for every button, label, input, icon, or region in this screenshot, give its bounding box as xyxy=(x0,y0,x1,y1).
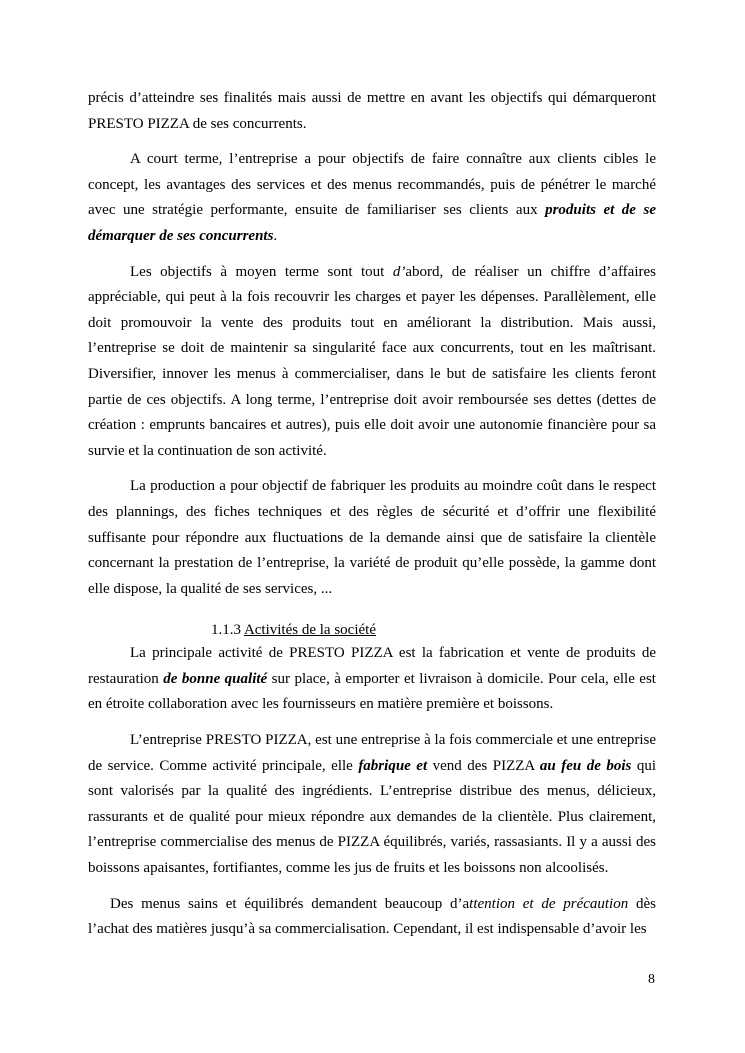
italic-text: ttention et de précaution xyxy=(469,895,629,912)
emphasis-text: de bonne qualité xyxy=(163,670,268,687)
section-title: Activités de la société xyxy=(243,622,376,639)
paragraph-main-activity: La principale activité de PRESTO PIZZA est la fabrication et vente de produits de restauration de bonne qualité sur place, à emporter et livraison à domicile. Pour cela, elle est en étroite collaboration avec les fournisseurs en matière première et boissons. xyxy=(88,645,656,713)
emphasis-text: produits et de se démarquer de ses concurrents xyxy=(88,202,656,244)
emphasis-text: fabrique et xyxy=(358,757,428,774)
document-page xyxy=(88,86,656,943)
paragraph-continuation: précis d’atteindre ses finalités mais aussi de mettre en avant les objectifs qui démarqueront PRESTO PIZZA de ses concurrents. xyxy=(88,90,656,132)
section-number: 1.1.3 xyxy=(211,622,241,639)
section-heading xyxy=(211,619,656,641)
paragraph-company-description: L’entreprise PRESTO PIZZA, est une entreprise à la fois commerciale et une entreprise de service. Comme activité principale, elle fabrique et vend des PIZZA au feu de bois qui sont valorisés par la qualité des ingrédients. L’entreprise distribue des menus, délicieux, rassurants et de qualité pour mieux répondre aux demandes de la clientèle. Plus clairement, l’entreprise commercialise des menus de PIZZA équilibrés, variés, rassasiants. Il y a aussi des boissons apaisantes, fortifiantes, comme les jus de fruits et les boissons non alcoolisés. xyxy=(88,732,656,877)
paragraph-production: La production a pour objectif de fabriquer les produits au moindre coût dans le respect des plannings, des fiches techniques et des règles de sécurité et d’offrir une flexibilité suffisante pour répondre aux fluctuations de la demande ainsi que de satisfaire la clientèle concernant la prestation de l’entreprise, la variété de produit qu’elle possède, la gamme dont elle dispose, la qualité de ses services, ... xyxy=(88,478,656,597)
page-number: 8 xyxy=(648,972,655,987)
paragraph-short-term-objectives: A court terme, l’entreprise a pour objectifs de faire connaître aux clients cibles le concept, les avantages des services et des menus recommandés, puis de pénétrer le marché avec une stratégie performante, ensuite de familiariser ses clients aux produits et de se démarquer de ses concurrents. xyxy=(88,151,656,244)
paragraph-healthy-menus: Des menus sains et équilibrés demandent beaucoup d’attention et de précaution dès l’achat des matières jusqu’à sa commercialisation. Cependant, il est indispensable d’avoir les xyxy=(88,895,656,938)
emphasis-text: au feu de bois xyxy=(539,757,632,774)
paragraph-medium-term-objectives: Les objectifs à moyen terme sont tout d’abord, de réaliser un chiffre d’affaires appréciable, qui peut à la fois recouvrir les charges et payer les dépenses. Parallèlement, elle doit promouvoir la vente des produits tout en améliorant la distribution. Mais aussi, l’entreprise se doit de maintenir sa singularité face aux concurrents, tout en les maîtrisant. Diversifier, innover les menus à commercialiser, dans le but de satisfaire les clients feront partie de ces objectifs. A long terme, l’entreprise doit avoir remboursée ses dettes (dettes de création : emprunts bancaires et autres), puis elle doit avoir une autonomie financière pour sa survie et la continuation de son activité. xyxy=(88,263,656,459)
italic-text: d’ xyxy=(392,263,406,280)
